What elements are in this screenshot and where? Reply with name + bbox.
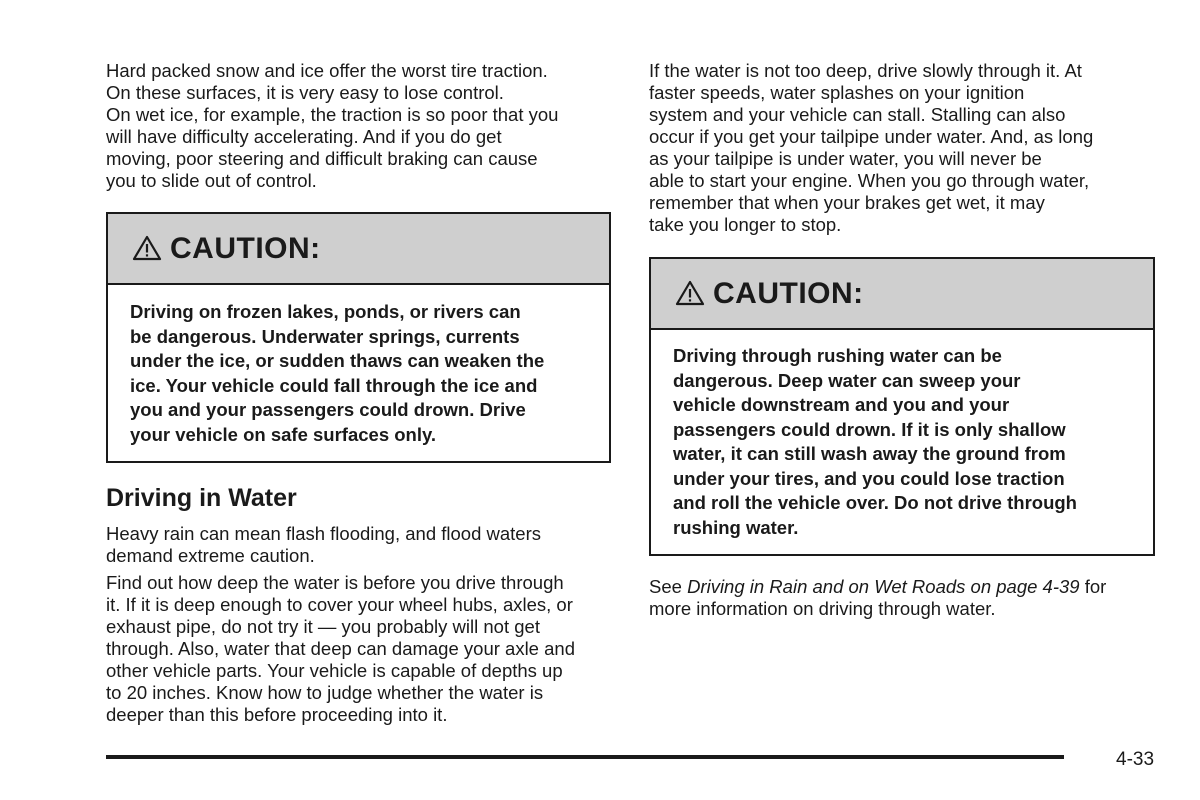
- warning-triangle-icon: [132, 235, 162, 261]
- body-text-line: able to start your engine. When you go through water,: [649, 170, 1090, 191]
- caution-box-frozen-lakes: [106, 212, 611, 463]
- body-text-line: you to slide out of control.: [106, 170, 317, 191]
- caution-text-line: vehicle downstream and you and your: [673, 394, 1010, 415]
- body-text-line: exhaust pipe, do not try it — you probably will not get: [106, 616, 540, 637]
- body-text-line: take you longer to stop.: [649, 214, 842, 235]
- body-text-line: On these surfaces, it is very easy to lose control.: [106, 82, 504, 103]
- caution-text-line: and roll the vehicle over. Do not drive through: [673, 492, 1077, 513]
- body-text-line: as your tailpipe is under water, you will never be: [649, 148, 1042, 169]
- caution-text-line: rushing water.: [673, 516, 799, 538]
- warning-triangle-icon: [675, 280, 705, 306]
- cross-reference-line: [649, 576, 1106, 598]
- body-text-line: other vehicle parts. Your vehicle is capable of depths up: [106, 660, 563, 681]
- see-suffix: for: [1079, 576, 1107, 597]
- body-text-line: faster speeds, water splashes on your ignition: [649, 82, 1025, 103]
- caution-text-line: Driving on frozen lakes, ponds, or rivers can: [130, 301, 521, 322]
- caution-text-line: ice. Your vehicle could fall through the ice and: [130, 374, 538, 396]
- caution-box-rushing-water: [649, 257, 1155, 556]
- section-heading: Driving in Water: [106, 484, 297, 512]
- body-text-line: more information on driving through water.: [649, 598, 996, 619]
- caution-text-line: dangerous. Deep water can sweep your: [673, 369, 1021, 391]
- body-text-line: will have difficulty accelerating. And if you do get: [106, 126, 502, 147]
- caution-header: [651, 259, 1153, 330]
- body-text-line: On wet ice, for example, the traction is so poor that you: [106, 104, 559, 125]
- cross-reference-link[interactable]: Driving in Rain and on Wet Roads on page 4-39: [687, 576, 1080, 597]
- body-text-line: If the water is not too deep, drive slowly through it. At: [649, 60, 1082, 81]
- body-text-line: moving, poor steering and difficult braking can cause: [106, 148, 538, 169]
- caution-header: [108, 214, 609, 285]
- caution-text-line: your vehicle on safe surfaces only.: [130, 423, 437, 445]
- body-text-line: remember that when your brakes get wet, it may: [649, 192, 1045, 213]
- body-text-line: to 20 inches. Know how to judge whether the water is: [106, 682, 544, 703]
- caution-text-line: water, it can still wash away the ground from: [673, 443, 1066, 464]
- caution-text-line: be dangerous. Underwater springs, currents: [130, 325, 520, 347]
- caution-text-line: passengers could drown. If it is only shallow: [673, 418, 1066, 440]
- caution-text-line: under the ice, or sudden thaws can weaken the: [130, 350, 545, 371]
- body-text-line: through. Also, water that deep can damage your axle and: [106, 638, 575, 659]
- body-text-line: deeper than this before proceeding into it.: [106, 704, 448, 725]
- see-prefix: See: [649, 576, 688, 597]
- caution-text-line: under your tires, and you could lose traction: [673, 467, 1065, 489]
- body-text-line: Hard packed snow and ice offer the worst tire traction.: [106, 60, 548, 81]
- body-text-line: it. If it is deep enough to cover your wheel hubs, axles, or: [106, 594, 573, 615]
- page-number: 4-33: [1116, 749, 1155, 770]
- caution-text-line: Driving through rushing water can be: [673, 345, 1002, 366]
- body-text-line: Heavy rain can mean flash flooding, and flood waters: [106, 523, 542, 544]
- footer-rule: [106, 755, 1064, 759]
- body-text-line: Find out how deep the water is before you drive through: [106, 572, 564, 593]
- caution-text-line: you and your passengers could drown. Drive: [130, 399, 526, 420]
- body-text-line: occur if you get your tailpipe under water. And, as long: [649, 126, 1094, 147]
- body-text-line: demand extreme caution.: [106, 545, 315, 566]
- caution-title: CAUTION:: [713, 276, 864, 310]
- body-text-line: system and your vehicle can stall. Stalling can also: [649, 104, 1066, 125]
- caution-title: CAUTION:: [170, 231, 321, 265]
